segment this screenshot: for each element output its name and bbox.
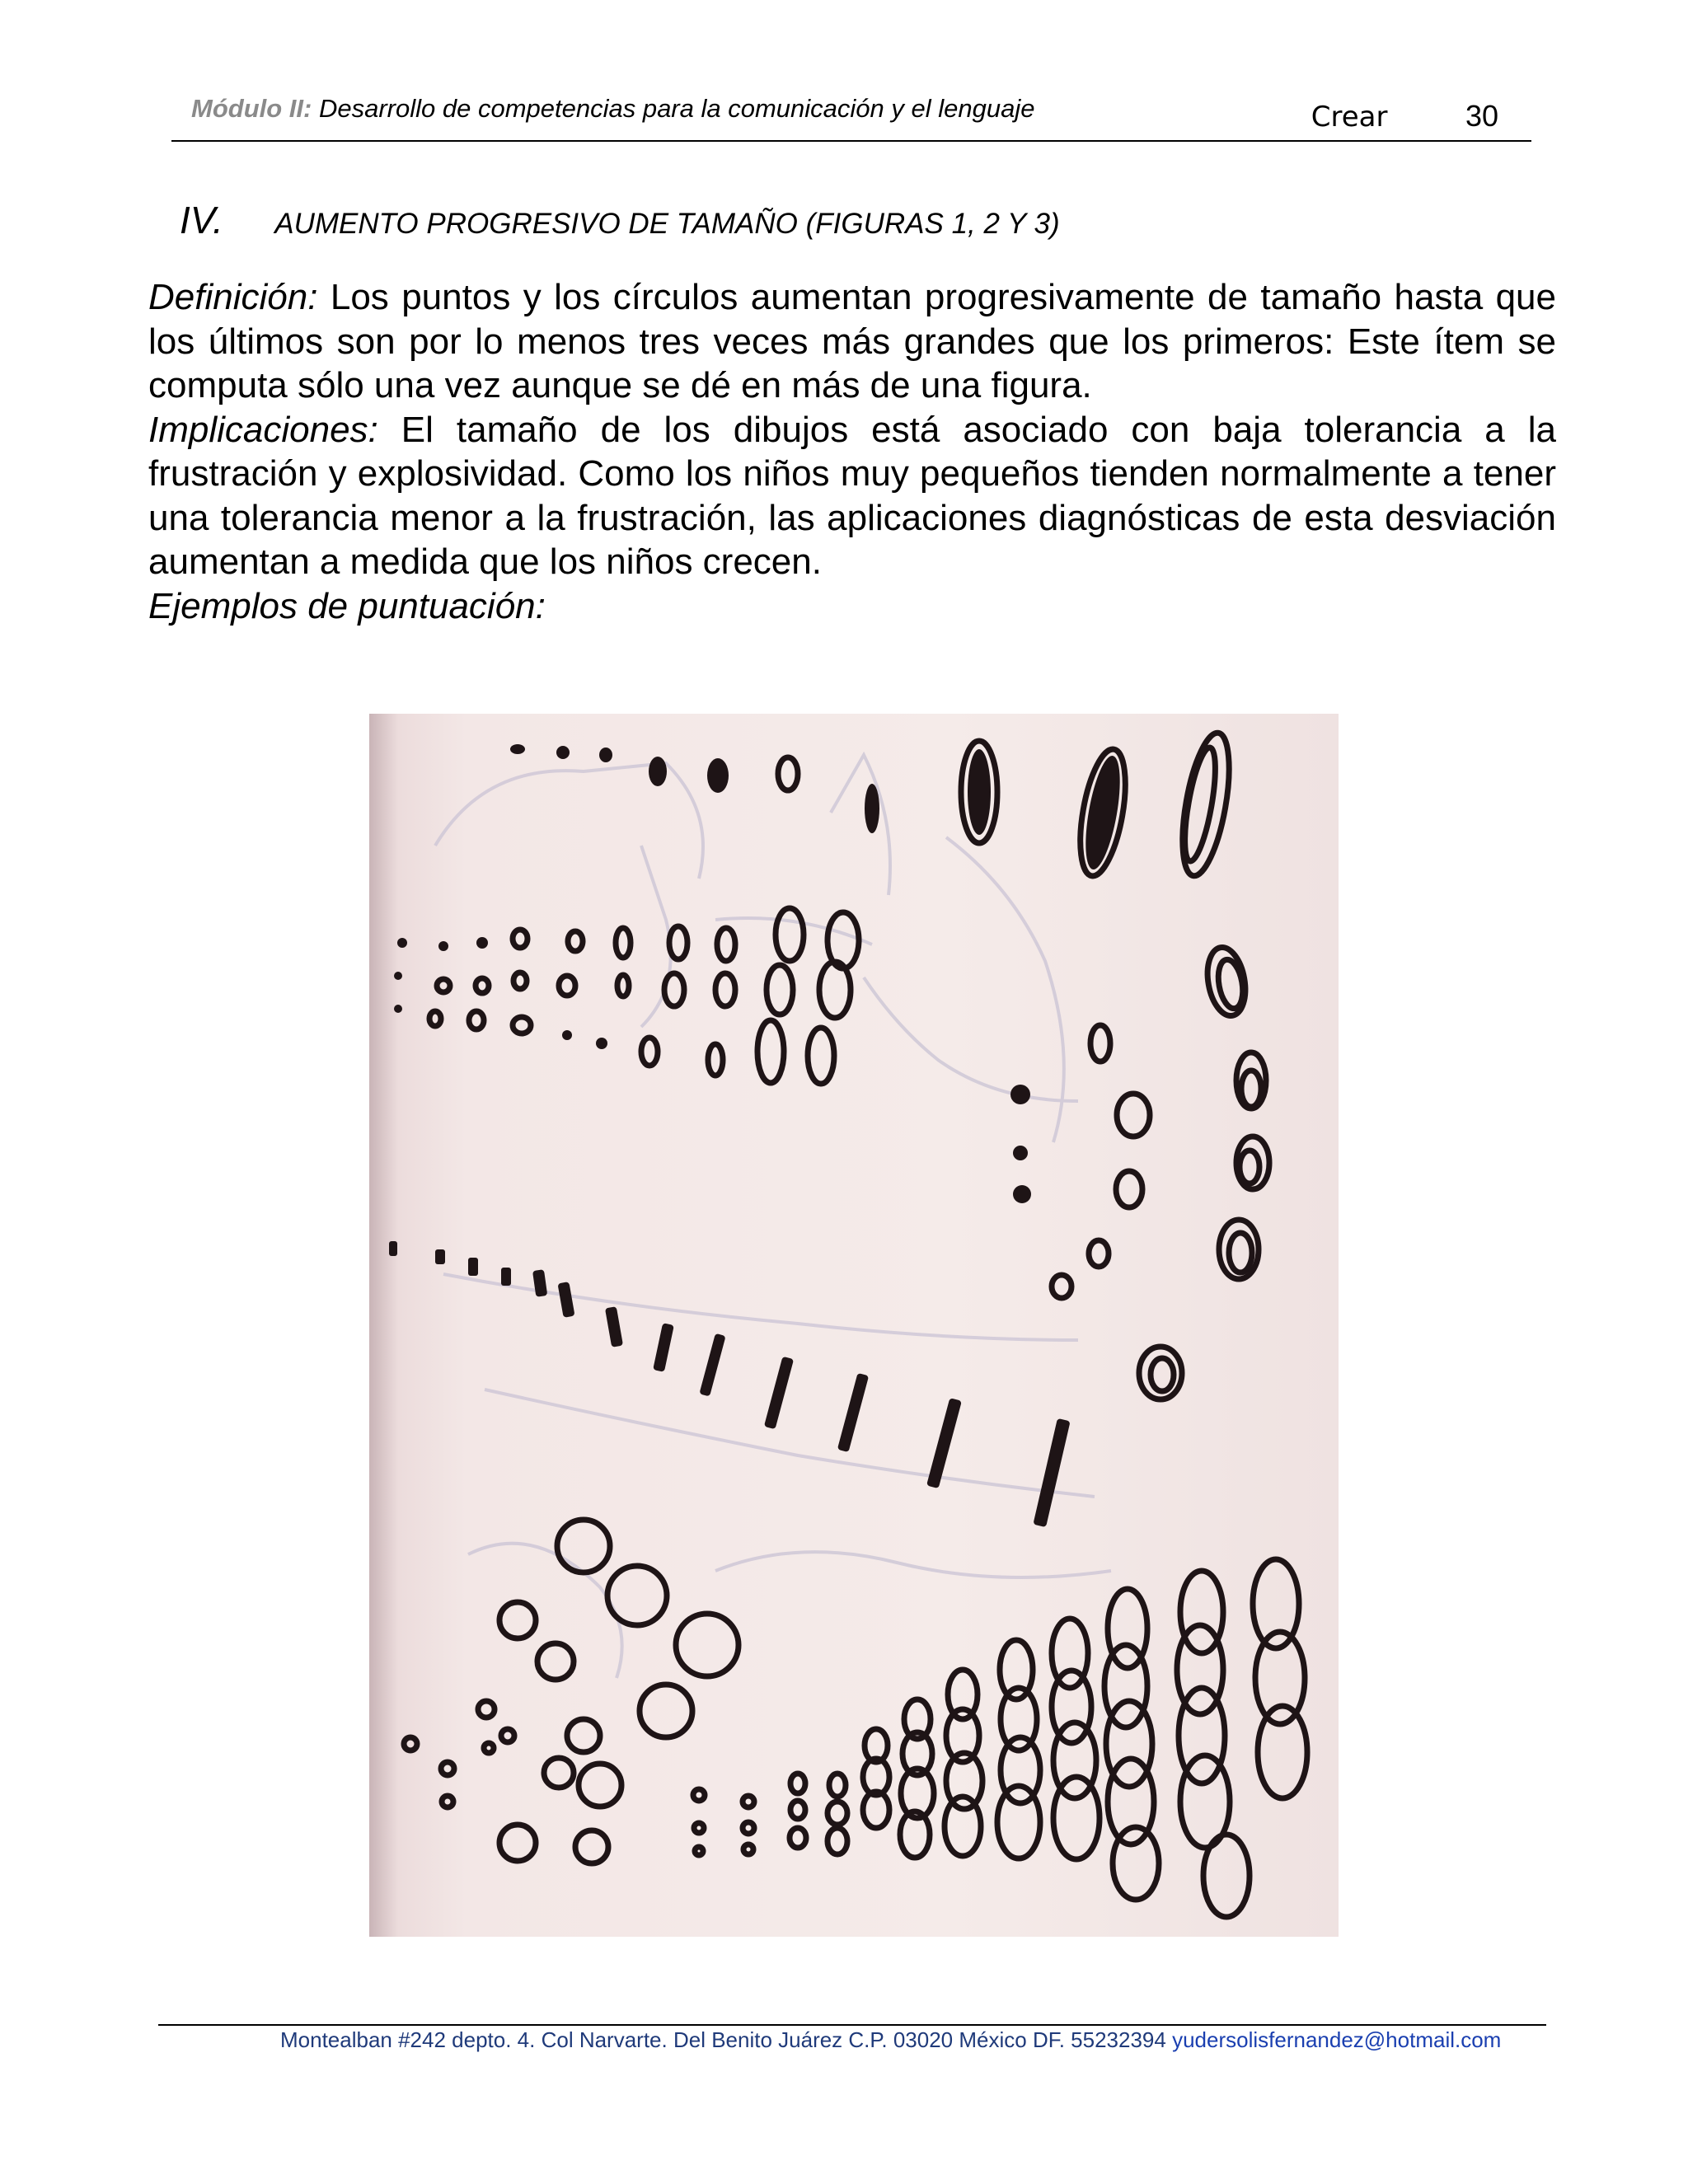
section-numeral: IV. [180, 199, 223, 241]
header-right [1311, 99, 1498, 134]
page-number: 30 [1465, 99, 1498, 133]
page-footer [280, 2027, 1501, 2053]
definition-text: Los puntos y los círculos aumentan progresivamente de tamaño hasta que los últimos son por lo menos tres veces más grandes que los primeros: Este ítem se computa sólo una vez aunque se dé en más de una figura. [148, 277, 1557, 405]
section-heading [180, 198, 1060, 242]
module-title: Desarrollo de competencias para la comunicación y el lenguaje [318, 94, 1035, 123]
brand-name: Crear [1311, 101, 1388, 134]
definition-paragraph [148, 275, 1556, 408]
definition-label: Definición: [148, 277, 318, 317]
examples-label: Ejemplos de puntuación: [148, 585, 546, 626]
footer-email[interactable]: yudersolisfernandez@hotmail.com [1172, 2027, 1502, 2052]
footer-divider [158, 2024, 1546, 2026]
section-title: AUMENTO PROGRESIVO DE TAMAÑO (FIGURAS 1, 2 Y 3) [274, 208, 1060, 240]
implications-label: Implicaciones: [148, 409, 378, 450]
module-label: Módulo II: [191, 94, 312, 123]
body-text [148, 275, 1556, 628]
hand-drawn-figures-illustration [369, 714, 1339, 1937]
scanned-drawing-figure [369, 714, 1339, 1937]
implications-text: El tamaño de los dibujos está asociado con baja tolerancia a la frustración y explosividad. Como los niños muy pequeños tienden normalmente a tener una tolerancia menor a la frustración, las aplicaciones diagnósticas de esta desviación aumentan a medida que los niños crecen. [148, 409, 1556, 582]
implications-paragraph [148, 408, 1556, 584]
footer-address: Montealban #242 depto. 4. Col Narvarte. Del Benito Juárez C.P. 03020 México DF. 55232394 [280, 2027, 1166, 2052]
module-heading [191, 94, 1034, 124]
page-header [171, 91, 1531, 142]
